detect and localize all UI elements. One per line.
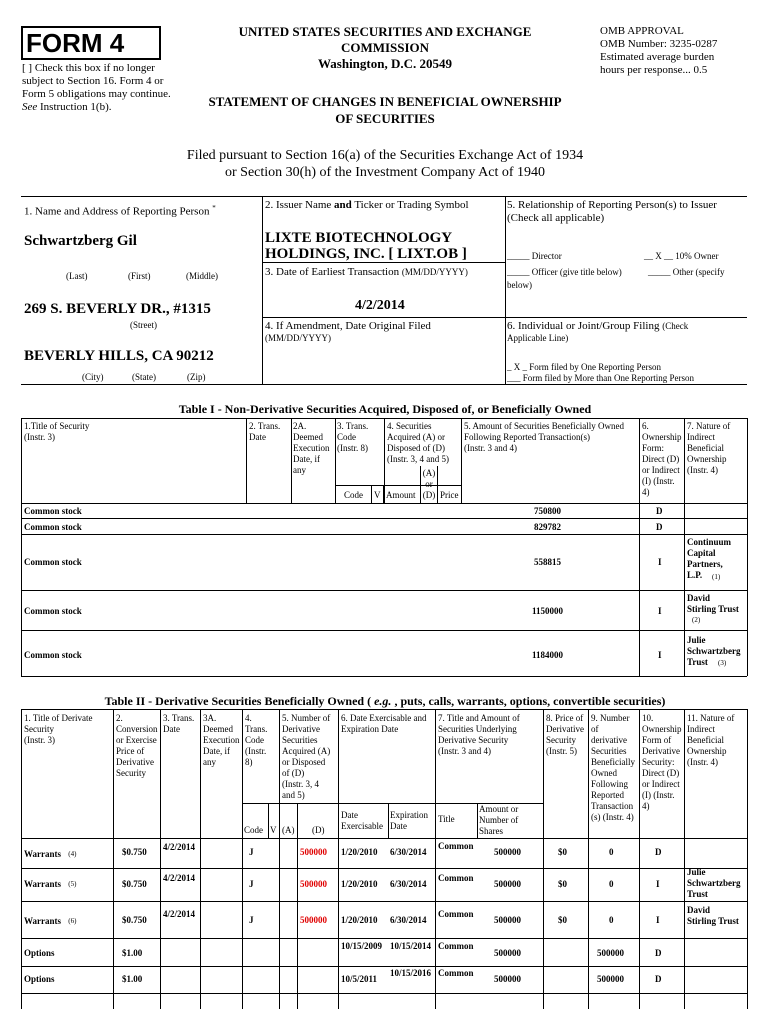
label-state: (State) bbox=[132, 372, 156, 382]
table2-title bbox=[0, 694, 770, 709]
t2-row-2-price: $0.750 bbox=[122, 879, 147, 889]
t1-row-4-amount: 1150000 bbox=[532, 606, 564, 616]
t2-row-4-form: D bbox=[655, 948, 662, 958]
t2-row-3-price8: $0 bbox=[558, 915, 567, 925]
t2-sub-expiration: Expiration Date bbox=[390, 810, 428, 831]
t2-col-price: 8. Price of Derivative Security (Instr. 5) bbox=[546, 713, 584, 756]
t2-row-1-title bbox=[24, 849, 76, 860]
t1-row-4-nature: David Stirling Trust bbox=[687, 593, 739, 614]
t1-col-amount-owned: 5. Amount of Securities Beneficially Owned Following Reported Transaction(s) (Instr. 3 and 4) bbox=[464, 421, 624, 453]
omb-line-1: OMB APPROVAL bbox=[600, 25, 684, 37]
t2-row-2-owned: 0 bbox=[609, 879, 614, 889]
t2-row-3-expiration: 6/30/2014 bbox=[390, 915, 427, 925]
label-first: (First) bbox=[128, 271, 151, 281]
t2-row-1-footnote: (4) bbox=[68, 850, 77, 858]
t2-col-number-owned: 9. Number of derivative Securities Beneficially Owned Following Reported Transaction (s) (Instr. 4) bbox=[591, 713, 635, 822]
omb-line-4: hours per response... 0.5 bbox=[600, 64, 708, 76]
checkbox-note bbox=[22, 62, 172, 114]
box5-label bbox=[507, 199, 752, 225]
t2-row-2-price8: $0 bbox=[558, 879, 567, 889]
t2-row-4-price: $1.00 bbox=[122, 948, 143, 958]
rel-other: _____ Other (specify bbox=[648, 267, 725, 277]
t1-row-4-title: Common stock bbox=[24, 606, 82, 616]
t2-sub-amount: Amount or Number of Shares bbox=[479, 804, 519, 836]
t2-row-4-underlying: Common bbox=[438, 941, 474, 951]
t2-row-1-expiration: 6/30/2014 bbox=[390, 847, 427, 857]
t2-row-1-price8: $0 bbox=[558, 847, 567, 857]
filed-line-2: or Section 30(h) of the Investment Company Act of 1940 bbox=[225, 165, 545, 180]
t1-row-1-form: D bbox=[656, 506, 663, 516]
issuer-name bbox=[265, 230, 467, 262]
t1-row-3-title: Common stock bbox=[24, 557, 82, 567]
box2-label bbox=[265, 199, 505, 212]
t1-col-title-security: 1.Title of Security (Instr. 3) bbox=[24, 421, 90, 442]
instruction-ref: Instruction 1(b). bbox=[37, 101, 112, 113]
t2-col-date-exercisable: 6. Date Exercisable and Expiration Date bbox=[341, 713, 427, 734]
t1-sub-price: Price bbox=[440, 490, 459, 500]
t1-row-5-form: I bbox=[658, 650, 662, 660]
t2-row-3-amount: 500000 bbox=[494, 915, 521, 925]
t2-row-4-exercisable: 10/15/2009 bbox=[341, 941, 383, 951]
t1-col-securities: 4. Securities Acquired (A) or Disposed of (D) (Instr. 3, 4 and 5) bbox=[387, 421, 449, 464]
omb-line-2: OMB Number: 3235-0287 bbox=[600, 38, 718, 50]
t2-row-1-form: D bbox=[655, 847, 662, 857]
statement-line-2: OF SECURITIES bbox=[335, 111, 435, 126]
t1-row-3-form: I bbox=[658, 557, 662, 567]
t2-row-3-footnote: (6) bbox=[68, 917, 77, 925]
instruction-see: See bbox=[22, 101, 38, 113]
t1-col-deemed-date: 2A. Deemed Execution Date, if any bbox=[293, 421, 330, 475]
t2-row-4-expiration: 10/15/2014 bbox=[390, 941, 432, 951]
t2-row-1-owned: 0 bbox=[609, 847, 614, 857]
table2-title-pre: Table II - Derivative Securities Beneficially Owned ( bbox=[104, 694, 375, 708]
t2-row-3-title-text: Warrants bbox=[24, 916, 61, 926]
t2-row-3-nature: David Stirling Trust bbox=[687, 905, 739, 926]
box2-label-post: Ticker or Trading Symbol bbox=[351, 199, 469, 211]
t2-row-1-amount: 500000 bbox=[494, 847, 521, 857]
t2-row-2-date: 4/2/2014 bbox=[163, 873, 196, 883]
t2-col-conversion-price: 2. Conversion or Exercise Price of Derivative Security bbox=[116, 713, 158, 778]
t2-row-5-exercisable: 10/5/2011 bbox=[341, 974, 378, 984]
box1-label bbox=[24, 202, 259, 219]
rel-below: below) bbox=[507, 280, 532, 290]
label-zip: (Zip) bbox=[187, 372, 206, 382]
label-last: (Last) bbox=[66, 271, 88, 281]
t2-row-2-form: I bbox=[656, 879, 660, 889]
city-value: BEVERLY HILLS, CA 90212 bbox=[24, 348, 214, 364]
t1-row-3-footnote: (1) bbox=[712, 573, 721, 581]
box2-label-and: and bbox=[334, 199, 352, 211]
form-title: FORM 4 bbox=[26, 28, 125, 58]
t2-row-1-price: $0.750 bbox=[122, 847, 147, 857]
t1-row-4-footnote: (2) bbox=[692, 616, 701, 624]
t2-row-3-exercisable: 1/20/2010 bbox=[341, 915, 378, 925]
box3-label bbox=[265, 266, 505, 279]
t2-sub-date-exercisable: Date Exercisable bbox=[341, 810, 383, 831]
t1-row-1-amount: 750800 bbox=[534, 506, 561, 516]
t2-sub-v: V bbox=[270, 825, 277, 835]
t2-row-3-acquired: 500000 bbox=[300, 915, 327, 925]
label-city: (City) bbox=[82, 372, 104, 382]
t2-row-3-code: J bbox=[249, 915, 254, 925]
table2-title-eg: e.g. bbox=[374, 694, 392, 708]
statement-title bbox=[165, 93, 605, 127]
label-middle: (Middle) bbox=[186, 271, 218, 281]
t1-row-5-title: Common stock bbox=[24, 650, 82, 660]
t2-row-3-title bbox=[24, 916, 76, 927]
t2-col-trans-date: 3. Trans. Date bbox=[163, 713, 195, 734]
issuer-line-2: HOLDINGS, INC. [ LIXT.OB ] bbox=[265, 246, 467, 262]
t2-sub-code: Code bbox=[244, 825, 263, 835]
t2-row-1-date: 4/2/2014 bbox=[163, 842, 196, 852]
t2-col-ownership-form: 10. Ownership Form of Derivative Security: Direct (D) or Indirect (I) (Instr. 4) bbox=[642, 713, 682, 811]
t2-col-deemed-date: 3A. Deemed Execution Date, if any bbox=[203, 713, 240, 767]
t2-row-5-title: Options bbox=[24, 974, 55, 984]
t2-row-1-acquired: 500000 bbox=[300, 847, 327, 857]
t2-row-3-form: I bbox=[656, 915, 660, 925]
t1-row-2-form: D bbox=[656, 522, 663, 532]
table1-title: Table I - Non-Derivative Securities Acquired, Disposed of, or Beneficially Owned bbox=[178, 402, 592, 416]
t2-sub-a: (A) bbox=[282, 825, 295, 835]
t2-row-5-owned: 500000 bbox=[597, 974, 624, 984]
table2-title-post: , puts, calls, warrants, options, convertible securities) bbox=[391, 694, 666, 708]
t2-col-number-derivative: 5. Number of Derivative Securities Acquired (A) or Disposed of (D) (Instr. 3, 4 and 5) bbox=[282, 713, 331, 800]
t2-row-1-underlying: Common bbox=[438, 841, 474, 851]
omb-line-3: Estimated average burden bbox=[600, 51, 715, 63]
earliest-transaction-date: 4/2/2014 bbox=[355, 298, 405, 313]
form-title-box bbox=[21, 26, 161, 60]
t2-row-1-exercisable: 1/20/2010 bbox=[341, 847, 378, 857]
agency-line-2: COMMISSION bbox=[340, 40, 430, 55]
rel-ten-percent-owner: __ X __ 10% Owner bbox=[644, 251, 719, 261]
t2-row-2-footnote: (5) bbox=[68, 880, 77, 888]
t1-row-3-nature: Continuum Capital Partners, L.P. bbox=[687, 537, 732, 580]
box5-label-line-2: (Check all applicable) bbox=[507, 212, 605, 224]
t2-row-3-date: 4/2/2014 bbox=[163, 909, 196, 919]
box6-label bbox=[507, 320, 752, 333]
t2-row-2-code: J bbox=[249, 879, 254, 889]
t2-col-title: 1. Title of Derivate Security (Instr. 3) bbox=[24, 713, 93, 745]
t2-row-5-expiration: 10/15/2016 bbox=[390, 968, 432, 978]
t1-row-1-title: Common stock bbox=[24, 506, 82, 516]
t1-sub-amount: Amount bbox=[386, 490, 416, 500]
box1-label-text: 1. Name and Address of Reporting Person bbox=[24, 205, 210, 218]
t1-row-5-footnote: (3) bbox=[718, 659, 727, 667]
box3-label-text: 3. Date of Earliest Transaction bbox=[265, 266, 400, 278]
box6-label-small-2: Applicable Line) bbox=[507, 333, 569, 343]
filed-pursuant bbox=[100, 147, 670, 181]
t2-row-2-title-text: Warrants bbox=[24, 879, 61, 889]
statement-line-1: STATEMENT OF CHANGES IN BENEFICIAL OWNERSHIP bbox=[208, 94, 562, 109]
t2-row-2-acquired: 500000 bbox=[300, 879, 327, 889]
t1-sub-code: Code bbox=[344, 490, 363, 500]
rel-director: _____ Director bbox=[507, 251, 562, 261]
t1-row-4-form: I bbox=[658, 606, 662, 616]
t1-row-2-amount: 829782 bbox=[534, 522, 561, 532]
t2-row-5-form: D bbox=[655, 974, 662, 984]
t2-row-2-exercisable: 1/20/2010 bbox=[341, 879, 378, 889]
t2-row-2-underlying: Common bbox=[438, 873, 474, 883]
t2-row-4-amount: 500000 bbox=[494, 948, 521, 958]
box6-label-text: 6. Individual or Joint/Group Filing bbox=[507, 320, 660, 332]
t1-row-5-amount: 1184000 bbox=[532, 650, 564, 660]
t1-col-trans-code: 3. Trans. Code (Instr. 8) bbox=[337, 421, 369, 453]
filed-line-1: Filed pursuant to Section 16(a) of the Securities Exchange Act of 1934 bbox=[186, 148, 584, 163]
t2-col-underlying: 7. Title and Amount of Securities Underlying Derivative Security (Instr. 3 and 4) bbox=[438, 713, 520, 756]
box1-star: * bbox=[212, 204, 216, 212]
t2-row-5-amount: 500000 bbox=[494, 974, 521, 984]
omb-approval bbox=[600, 25, 760, 77]
reporting-person-name: Schwartzberg Gil bbox=[24, 233, 137, 249]
t2-row-2-amount: 500000 bbox=[494, 879, 521, 889]
rel-officer: _____ Officer (give title below) bbox=[507, 267, 622, 277]
agency-header bbox=[180, 24, 590, 72]
t2-row-2-expiration: 6/30/2014 bbox=[390, 879, 427, 889]
t1-col-ownership-form: 6. Ownership Form: Direct (D) or Indirect (I) (Instr. 4) bbox=[642, 421, 682, 497]
t1-row-5-nature: Julie Schwartzberg Trust bbox=[687, 635, 741, 667]
box6-label-small-1: (Check bbox=[662, 321, 689, 331]
t2-row-1-code: J bbox=[249, 847, 254, 857]
box3-label-small: (MM/DD/YYYY) bbox=[401, 267, 468, 277]
t1-row-2-title: Common stock bbox=[24, 522, 82, 532]
t2-row-5-underlying: Common bbox=[438, 968, 474, 978]
t2-col-trans-code: 4. Trans. Code (Instr. 8) bbox=[245, 713, 268, 767]
agency-line-1: UNITED STATES SECURITIES AND EXCHANGE bbox=[238, 24, 532, 39]
issuer-line-1: LIXTE BIOTECHNOLOGY bbox=[265, 230, 453, 246]
t2-row-3-owned: 0 bbox=[609, 915, 614, 925]
t2-row-3-underlying: Common bbox=[438, 909, 474, 919]
box5-label-line-1: 5. Relationship of Reporting Person(s) to Issuer bbox=[507, 199, 717, 211]
t2-sub-title: Title bbox=[438, 814, 455, 824]
t2-sub-d: (D) bbox=[312, 825, 325, 835]
t2-row-2-nature: Julie Schwartzberg Trust bbox=[687, 867, 741, 899]
t2-col-nature: 11. Nature of Indirect Beneficial Ownership (Instr. 4) bbox=[687, 713, 735, 767]
box2-label-pre: 2. Issuer Name bbox=[265, 199, 335, 211]
t2-row-1-title-text: Warrants bbox=[24, 849, 61, 859]
t2-row-3-price: $0.750 bbox=[122, 915, 147, 925]
t1-col-nature: 7. Nature of Indirect Beneficial Ownership (Instr. 4) bbox=[687, 421, 731, 475]
filing-option-one: _ X _ Form filed by One Reporting Person bbox=[507, 362, 661, 372]
label-street: (Street) bbox=[130, 320, 157, 330]
agency-line-3: Washington, D.C. 20549 bbox=[318, 56, 452, 71]
t1-sub-v: V bbox=[374, 490, 381, 500]
t1-col-trans-date: 2. Trans. Date bbox=[249, 421, 281, 442]
t2-row-5-price: $1.00 bbox=[122, 974, 143, 984]
checkbox-note-text: [ ] Check this box if no longer subject to Section 16. Form 4 or Form 5 obligations may continue. bbox=[22, 62, 171, 100]
t2-row-4-owned: 500000 bbox=[597, 948, 624, 958]
street-value: 269 S. BEVERLY DR., #1315 bbox=[24, 301, 211, 317]
box4-label-small: (MM/DD/YYYY) bbox=[265, 333, 331, 343]
t1-row-3-amount: 558815 bbox=[534, 557, 561, 567]
box4-label: 4. If Amendment, Date Original Filed bbox=[265, 320, 431, 332]
t2-row-4-title: Options bbox=[24, 948, 55, 958]
t2-row-2-title bbox=[24, 879, 76, 890]
t1-sub-a-or-d: (A) or (D) bbox=[422, 468, 436, 500]
filing-option-multiple: ___ Form filed by More than One Reporting Person bbox=[507, 373, 694, 383]
